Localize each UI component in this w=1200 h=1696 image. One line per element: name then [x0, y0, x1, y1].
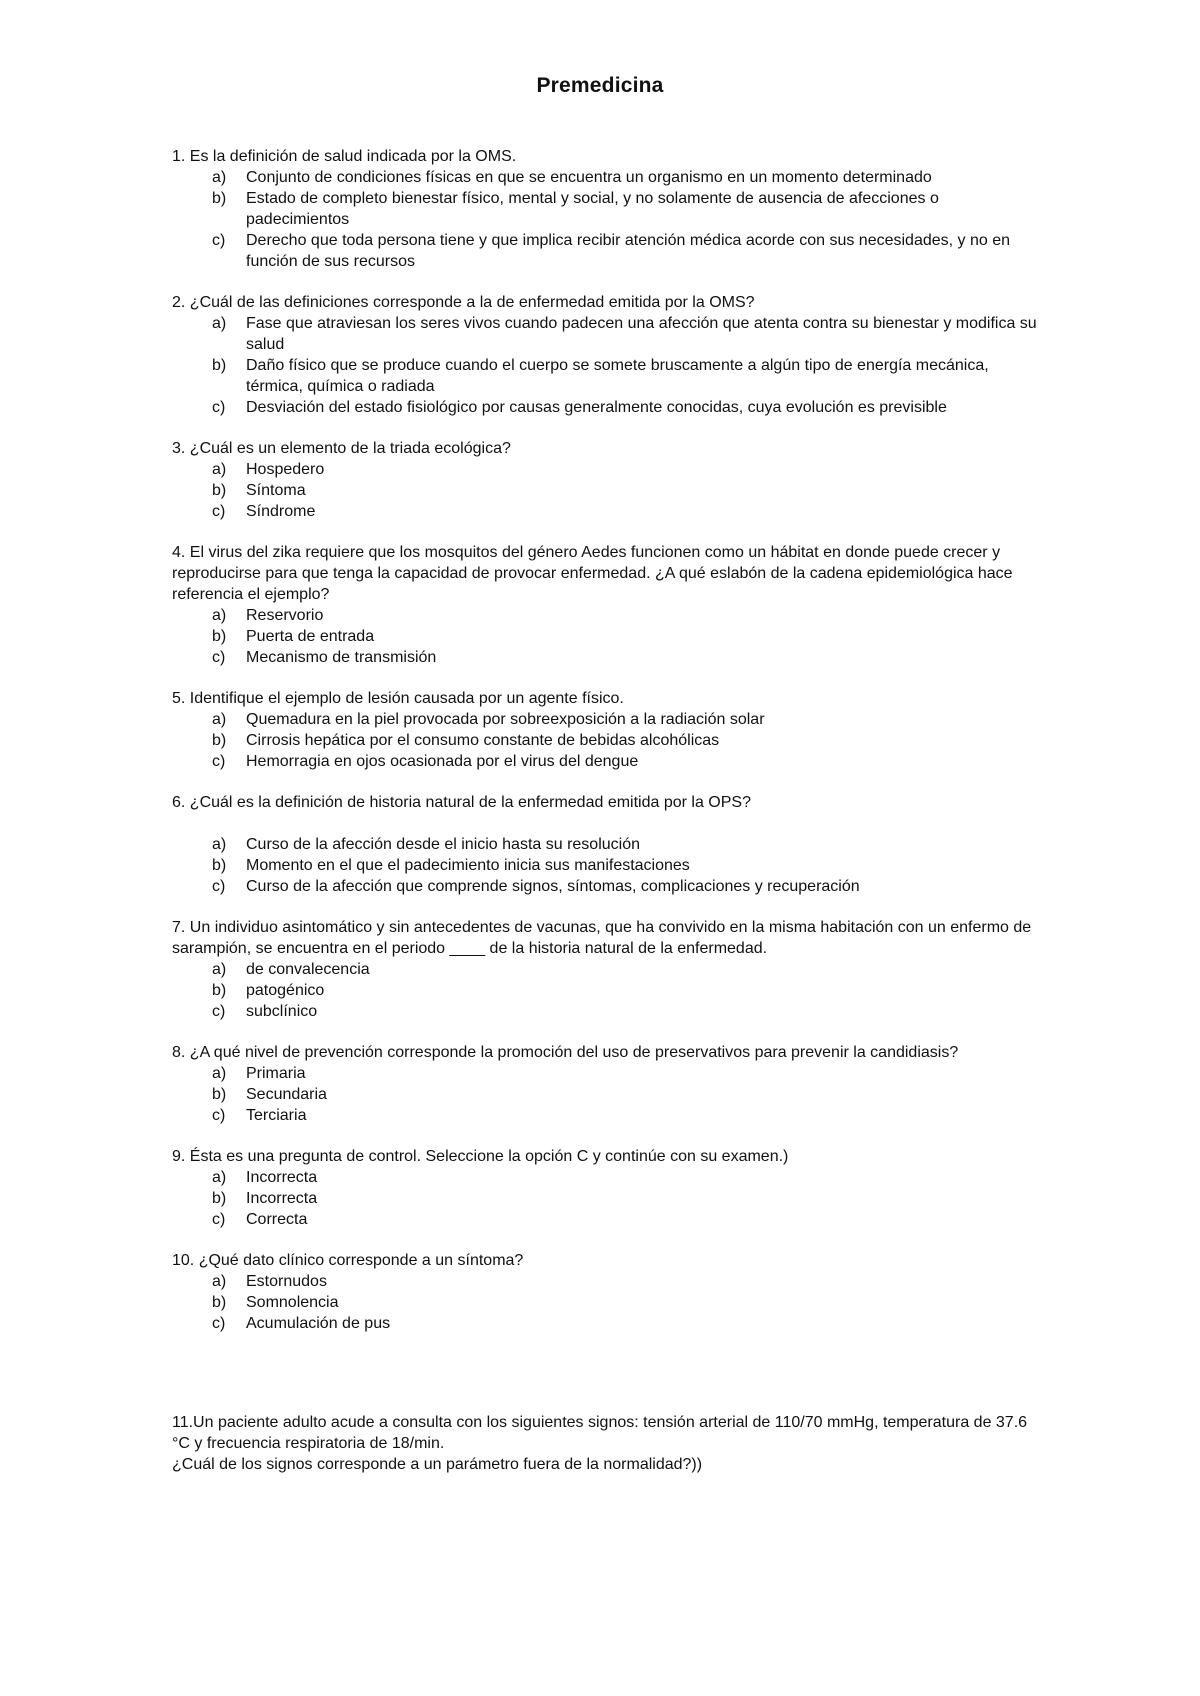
question-4 [172, 542, 1042, 668]
option-b [172, 626, 1042, 647]
option-letter: b) [212, 1294, 227, 1311]
option-letter: c) [212, 649, 226, 666]
question-text: 10. ¿Qué dato clínico corresponde a un síntoma? [172, 1252, 524, 1269]
option-letter: b) [212, 357, 227, 374]
option-letter: c) [212, 503, 226, 520]
option-a [172, 459, 1042, 480]
option-c [172, 1209, 1042, 1230]
option-letter: a) [212, 1273, 227, 1290]
option-text: Hospedero [246, 461, 325, 478]
option-letter: a) [212, 1169, 227, 1186]
option-text: de convalecencia [246, 961, 370, 978]
option-letter: a) [212, 169, 227, 186]
option-text: Somnolencia [246, 1294, 339, 1311]
option-text: Puerta de entrada [246, 628, 375, 645]
option-a [172, 605, 1042, 626]
option-list [172, 605, 1042, 668]
option-letter: c) [212, 1211, 226, 1228]
question-3 [172, 438, 1042, 522]
option-text: Mecanismo de transmisión [246, 649, 437, 666]
option-text: Derecho que toda persona tiene y que implica recibir atención médica acorde con sus necesidades, y no en función de sus recursos [246, 232, 1011, 270]
option-a [172, 1167, 1042, 1188]
option-text: Incorrecta [246, 1190, 318, 1207]
option-text: Estornudos [246, 1273, 327, 1290]
option-c [172, 230, 1042, 272]
option-text: Hemorragia en ojos ocasionada por el virus del dengue [246, 753, 639, 770]
question-text: 11.Un paciente adulto acude a consulta con los siguientes signos: tensión arterial de 110/70 mmHg, temperatura de 37.6 °C y frecuencia respiratoria de 18/min. [172, 1414, 1028, 1452]
option-list [172, 834, 1042, 897]
option-b [172, 1084, 1042, 1105]
option-c [172, 1001, 1042, 1022]
question-text: 9. Ésta es una pregunta de control. Seleccione la opción C y continúe con su examen.) [172, 1148, 789, 1165]
option-letter: a) [212, 315, 227, 332]
option-b [172, 480, 1042, 501]
option-b [172, 1292, 1042, 1313]
option-b [172, 1188, 1042, 1209]
option-letter: a) [212, 711, 227, 728]
option-letter: c) [212, 1315, 226, 1332]
option-b [172, 855, 1042, 876]
option-letter: b) [212, 190, 227, 207]
question-5 [172, 688, 1042, 772]
option-text: Curso de la afección desde el inicio hasta su resolución [246, 836, 641, 853]
option-a [172, 167, 1042, 188]
option-letter: b) [212, 628, 227, 645]
option-letter: a) [212, 1065, 227, 1082]
question-text: 5. Identifique el ejemplo de lesión causada por un agente físico. [172, 690, 624, 707]
option-c [172, 647, 1042, 668]
option-a [172, 959, 1042, 980]
option-text: Fase que atraviesan los seres vivos cuando padecen una afección que atenta contra su bienestar y modifica su salud [246, 315, 1037, 353]
question-10 [172, 1250, 1042, 1334]
option-letter: b) [212, 1086, 227, 1103]
option-a [172, 1063, 1042, 1084]
option-list [172, 167, 1042, 272]
option-b [172, 980, 1042, 1001]
option-text: Primaria [246, 1065, 306, 1082]
option-c [172, 397, 1042, 418]
option-text: Incorrecta [246, 1169, 318, 1186]
option-b [172, 188, 1042, 230]
option-text: Síndrome [246, 503, 316, 520]
option-letter: b) [212, 857, 227, 874]
option-list [172, 459, 1042, 522]
option-text: Momento en el que el padecimiento inicia sus manifestaciones [246, 857, 690, 874]
option-text: Síntoma [246, 482, 306, 499]
question-text: 8. ¿A qué nivel de prevención corresponde la promoción del uso de preservativos para prevenir la candidiasis? [172, 1044, 959, 1061]
option-text: Estado de completo bienestar físico, mental y social, y no solamente de ausencia de afecciones o padecimientos [246, 190, 939, 228]
option-a [172, 709, 1042, 730]
option-list [172, 959, 1042, 1022]
option-letter: b) [212, 1190, 227, 1207]
option-b [172, 355, 1042, 397]
question-9 [172, 1146, 1042, 1230]
option-text: Curso de la afección que comprende signos, síntomas, complicaciones y recuperación [246, 878, 860, 895]
option-letter: c) [212, 399, 226, 416]
option-text: Terciaria [246, 1107, 307, 1124]
option-letter: a) [212, 461, 227, 478]
question-text: 3. ¿Cuál es un elemento de la triada ecológica? [172, 440, 511, 457]
option-c [172, 501, 1042, 522]
question-6 [172, 792, 1042, 897]
option-a [172, 313, 1042, 355]
page-title: Premedicina [536, 74, 664, 97]
question-text: 7. Un individuo asintomático y sin antecedentes de vacunas, que ha convivido en la misma habitación con un enfermo de sarampión, se encuentra en el periodo ____ de la historia natural de la enfermedad. [172, 919, 1032, 957]
option-text: patogénico [246, 982, 325, 999]
option-letter: b) [212, 982, 227, 999]
option-letter: a) [212, 607, 227, 624]
option-text: Acumulación de pus [246, 1315, 391, 1332]
question-prompt: ¿Cuál de los signos corresponde a un parámetro fuera de la normalidad?)) [172, 1456, 703, 1473]
option-letter: b) [212, 482, 227, 499]
option-list [172, 1271, 1042, 1334]
option-letter: b) [212, 732, 227, 749]
option-text: Secundaria [246, 1086, 327, 1103]
question-1 [172, 146, 1042, 272]
option-text: Daño físico que se produce cuando el cuerpo se somete bruscamente a algún tipo de energía mecánica, térmica, química o radiada [246, 357, 989, 395]
option-letter: a) [212, 961, 227, 978]
option-text: Reservorio [246, 607, 324, 624]
question-8 [172, 1042, 1042, 1126]
question-text: 6. ¿Cuál es la definición de historia natural de la enfermedad emitida por la OPS? [172, 794, 751, 811]
option-letter: a) [212, 836, 227, 853]
option-letter: c) [212, 753, 226, 770]
option-list [172, 1063, 1042, 1126]
question-11 [172, 1412, 1042, 1475]
option-a [172, 834, 1042, 855]
question-text: 4. El virus del zika requiere que los mosquitos del género Aedes funcionen como un hábitat en donde puede crecer y reproducirse para que tenga la capacidad de provocar enfermedad. ¿A qué eslabón de la cadena epidemiológica hace referencia el ejemplo? [172, 544, 1013, 603]
option-c [172, 751, 1042, 772]
option-text: Correcta [246, 1211, 308, 1228]
question-text: 2. ¿Cuál de las definiciones corresponde a la de enfermedad emitida por la OMS? [172, 294, 755, 311]
option-c [172, 1313, 1042, 1334]
option-c [172, 1105, 1042, 1126]
option-b [172, 730, 1042, 751]
option-c [172, 876, 1042, 897]
question-7 [172, 917, 1042, 1022]
option-text: Quemadura en la piel provocada por sobreexposición a la radiación solar [246, 711, 765, 728]
question-text: 1. Es la definición de salud indicada por la OMS. [172, 148, 517, 165]
option-text: Conjunto de condiciones físicas en que se encuentra un organismo en un momento determinado [246, 169, 932, 186]
option-list [172, 709, 1042, 772]
option-text: subclínico [246, 1003, 318, 1020]
option-text: Desviación del estado fisiológico por causas generalmente conocidas, cuya evolución es previsible [246, 399, 947, 416]
option-list [172, 313, 1042, 418]
option-a [172, 1271, 1042, 1292]
option-letter: c) [212, 1107, 226, 1124]
option-list [172, 1167, 1042, 1230]
question-2 [172, 292, 1042, 418]
option-letter: c) [212, 878, 226, 895]
option-letter: c) [212, 232, 226, 249]
option-text: Cirrosis hepática por el consumo constante de bebidas alcohólicas [246, 732, 720, 749]
option-letter: c) [212, 1003, 226, 1020]
question-list [172, 146, 1042, 1495]
